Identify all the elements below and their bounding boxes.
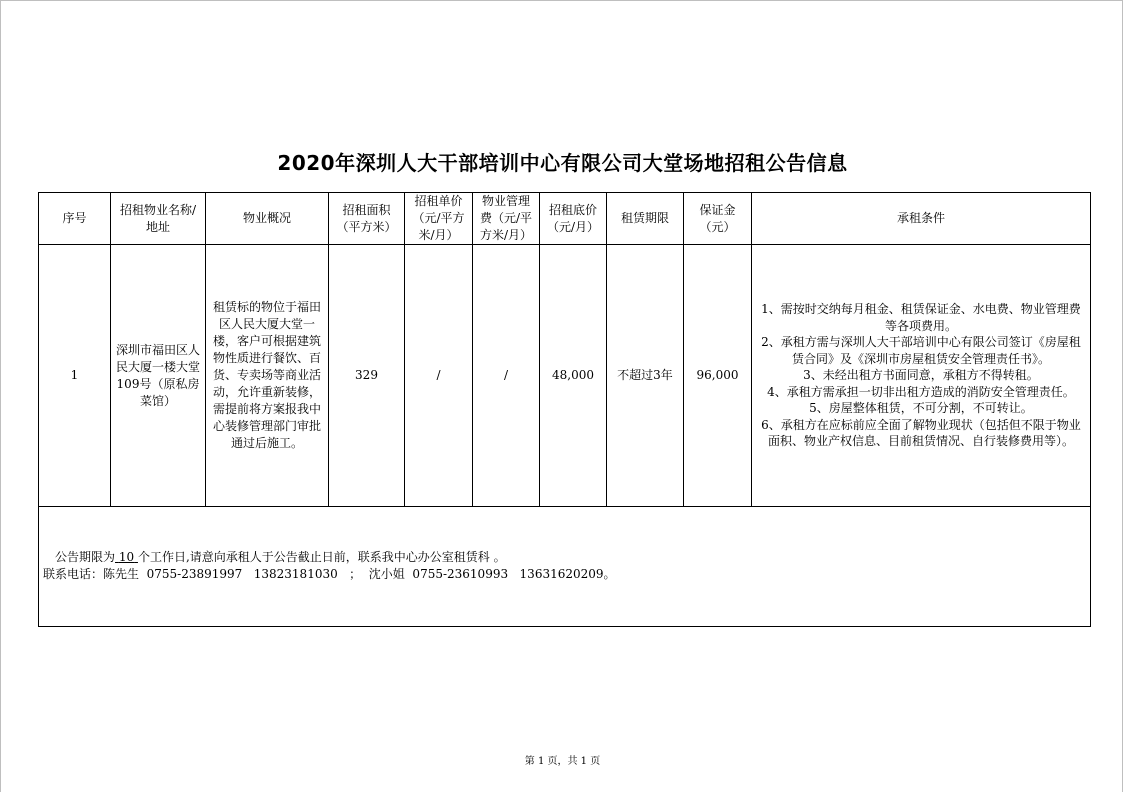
header-cell-management-fee: 物业管理费（元/平方米/月） [473,193,540,245]
page-footer: 第 1 页，共 1 页 [524,756,601,767]
notice-prefix: 公告期限为 [55,550,116,564]
cell-description: 租赁标的物位于福田区人民大厦大堂一楼，客户可根据建筑物性质进行餐饮、百货、专卖场等商业活动，允许重新装修，需提前将方案报我中心装修管理部门审批通过后施工。 [206,245,329,507]
notice-row [39,507,1091,627]
notice-cell [39,507,1091,627]
document-title: 2020年深圳人大干部培训中心有限公司大堂场地招租公告信息 [277,151,848,175]
rental-listing-table [38,192,1091,627]
condition-item: 5、房屋整体租赁，不可分割，不可转让。 [809,401,1033,416]
table-row [39,245,1091,507]
cell-conditions [752,245,1091,507]
table-header-row [39,193,1091,245]
condition-item: 1、需按时交纳每月租金、租赁保证金、水电费、物业管理费等各项费用。 [761,302,1081,333]
header-cell-conditions: 承租条件 [752,193,1091,245]
header-cell-description: 物业概况 [206,193,329,245]
condition-item: 6、承租方在应标前应全面了解物业现状（包括但不限于物业面积、物业产权信息、目前租赁情况、自行装修费用等）。 [761,417,1081,449]
header-cell-base-price: 招租底价（元/月） [540,193,607,245]
cell-deposit: 96,000 [684,245,752,507]
cell-term: 不超过3年 [607,245,684,507]
notice-days: 10 [118,550,135,564]
header-cell-deposit: 保证金（元） [684,193,752,245]
condition-item: 2、承租方需与深圳人大干部培训中心有限公司签订《房屋租赁合同》及《深圳市房屋租赁安全管理责任书》。 [761,335,1081,366]
notice-period-line [43,549,1086,566]
cell-base-price: 48,000 [540,245,607,507]
cell-area: 329 [329,245,405,507]
header-cell-address: 招租物业名称/地址 [111,193,206,245]
cell-address: 深圳市福田区人民大厦一楼大堂109号（原私房菜馆） [111,245,206,507]
header-cell-unit-price: 招租单价（元/平方米/月） [405,193,473,245]
header-cell-area: 招租面积（平方米） [329,193,405,245]
header-cell-term: 租赁期限 [607,193,684,245]
contact-line: 联系电话：陈先生 0755-23891997 13823181030 ； 沈小姐 0755-23610993 13631620209。 [43,567,616,581]
cell-management-fee: / [473,245,540,507]
cell-unit-price: / [405,245,473,507]
notice-suffix: 个工作日,请意向承租人于公告截止日前，联系我中心办公室租赁科 。 [137,550,506,564]
cell-index: 1 [39,245,111,507]
header-cell-index: 序号 [39,193,111,245]
condition-item: 4、承租方需承担一切非出租方造成的消防安全管理责任。 [767,384,1075,399]
condition-item: 3、未经出租方书面同意，承租方不得转租。 [803,368,1039,383]
